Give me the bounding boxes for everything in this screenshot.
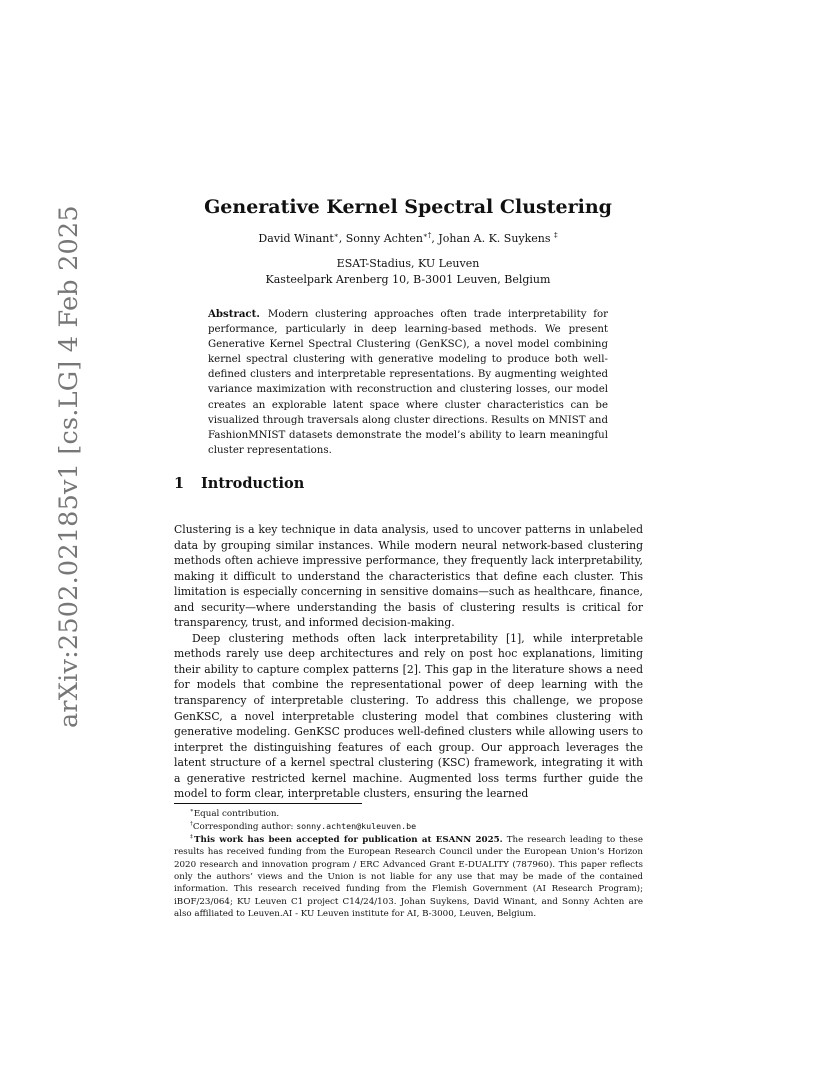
footnote-mark: ‡ <box>190 833 195 840</box>
footnotes <box>174 808 643 921</box>
author-mark: ‡ <box>554 230 558 240</box>
footnote-text: Equal contribution. <box>193 809 280 819</box>
author-name: David Winant <box>258 232 334 245</box>
author-mark: ∗ <box>333 230 339 240</box>
author-name: Sonny Achten <box>345 232 423 245</box>
affiliation-line: ESAT-Stadius, KU Leuven <box>336 257 480 270</box>
footnote-corresponding <box>174 820 643 833</box>
arxiv-identifier: arXiv:2502.02185v1 [cs.LG] 4 Feb 2025 <box>54 205 84 728</box>
footnote-text: Corresponding author: <box>192 822 297 833</box>
abstract-label: Abstract. <box>208 308 260 320</box>
affiliation-line: Kasteelpark Arenberg 10, B-3001 Leuven, Belgium <box>265 273 551 286</box>
paragraph: Deep clustering methods often lack interpretability [1], while interpretable methods rarely use deep architectures and rely on post hoc explanations, limiting their ability to capture complex patterns [2]. This gap in the literature shows a need for models that combine the representational power of deep learning with the transparency of interpretable clustering. To address this challenge, we propose GenKSC, a novel interpretable clustering model that combines clustering with generative modeling. GenKSC produces well-defined clusters while allowing users to interpret the distinguishing features of each group. Our approach leverages the latent structure of a kernel spectral clustering (KSC) framework, integrating it with a generative restricted kernel machine. Augmented loss terms further guide the model to form clear, interpretable clusters, ensuring the learned <box>174 631 643 801</box>
footnote-mark: ∗ <box>190 808 194 815</box>
section-title: Introduction <box>201 475 305 492</box>
abstract-text: Modern clustering approaches often trade interpretability for performance, particularly in deep learning-based methods. We present Generative Kernel Spectral Clustering (GenKSC), a novel model combining kernel spectral clustering with generative modeling to produce both well-defined clusters and interpretable representations. By augmenting weighted variance maximization with reconstruction and clustering losses, our model creates an explorable latent space where cluster characteristics can be visualized through traversals along cluster directions. Results on MNIST and FashionMNIST datasets demonstrate the model’s ability to learn meaningful cluster representations. <box>208 309 608 456</box>
paragraph: Clustering is a key technique in data analysis, used to uncover patterns in unlabeled data by grouping similar instances. While modern neural network-based clustering methods often achieve impressive performance, they frequently lack interpretability, making it difficult to understand the characteristics that define each cluster. This limitation is especially concerning in sensitive domains—such as healthcare, finance, and security—where understanding the basis of clustering results is critical for transparency, trust, and informed decision-making. <box>174 523 643 630</box>
footnote-acceptance <box>174 834 643 921</box>
arxiv-sidebar <box>22 205 84 728</box>
section-number: 1 <box>174 475 185 492</box>
footnote-text: The research leading to these results has received funding from the European Research Council under the European Union’s Horizon 2020 research and innovation program / ERC Advanced Grant E-DUALITY (787960). This paper reflects only the authors’ views and the Union is not liable for any use that may be made of the contained information. This research received funding from the Flemish Government (AI Research Program); iBOF/23/064; KU Leuven C1 project C14/24/103. Johan Suykens, David Winant, and Sonny Achten are also affiliated to Leuven.AI - KU Leuven institute for AI, B-3000, Leuven, Belgium. <box>174 834 643 920</box>
footnote-equal <box>174 808 643 820</box>
author-mark: ∗† <box>422 230 432 240</box>
affiliation <box>150 256 666 288</box>
footnote-bold-text: This work has been accepted for publication at ESANN 2025. <box>194 834 503 845</box>
paper-title: Generative Kernel Spectral Clustering <box>204 196 612 218</box>
email-link[interactable]: sonny.achten@kuleuven.be <box>296 821 417 832</box>
author-list: David Winant∗, Sonny Achten∗†, Johan A. K. Suykens ‡ <box>258 230 558 245</box>
footnote-rule <box>174 803 362 804</box>
body-text <box>174 522 643 802</box>
author-name: Johan A. K. Suykens <box>438 232 551 245</box>
section-heading <box>174 475 304 492</box>
abstract <box>208 307 608 458</box>
footnote-mark: † <box>190 821 193 828</box>
